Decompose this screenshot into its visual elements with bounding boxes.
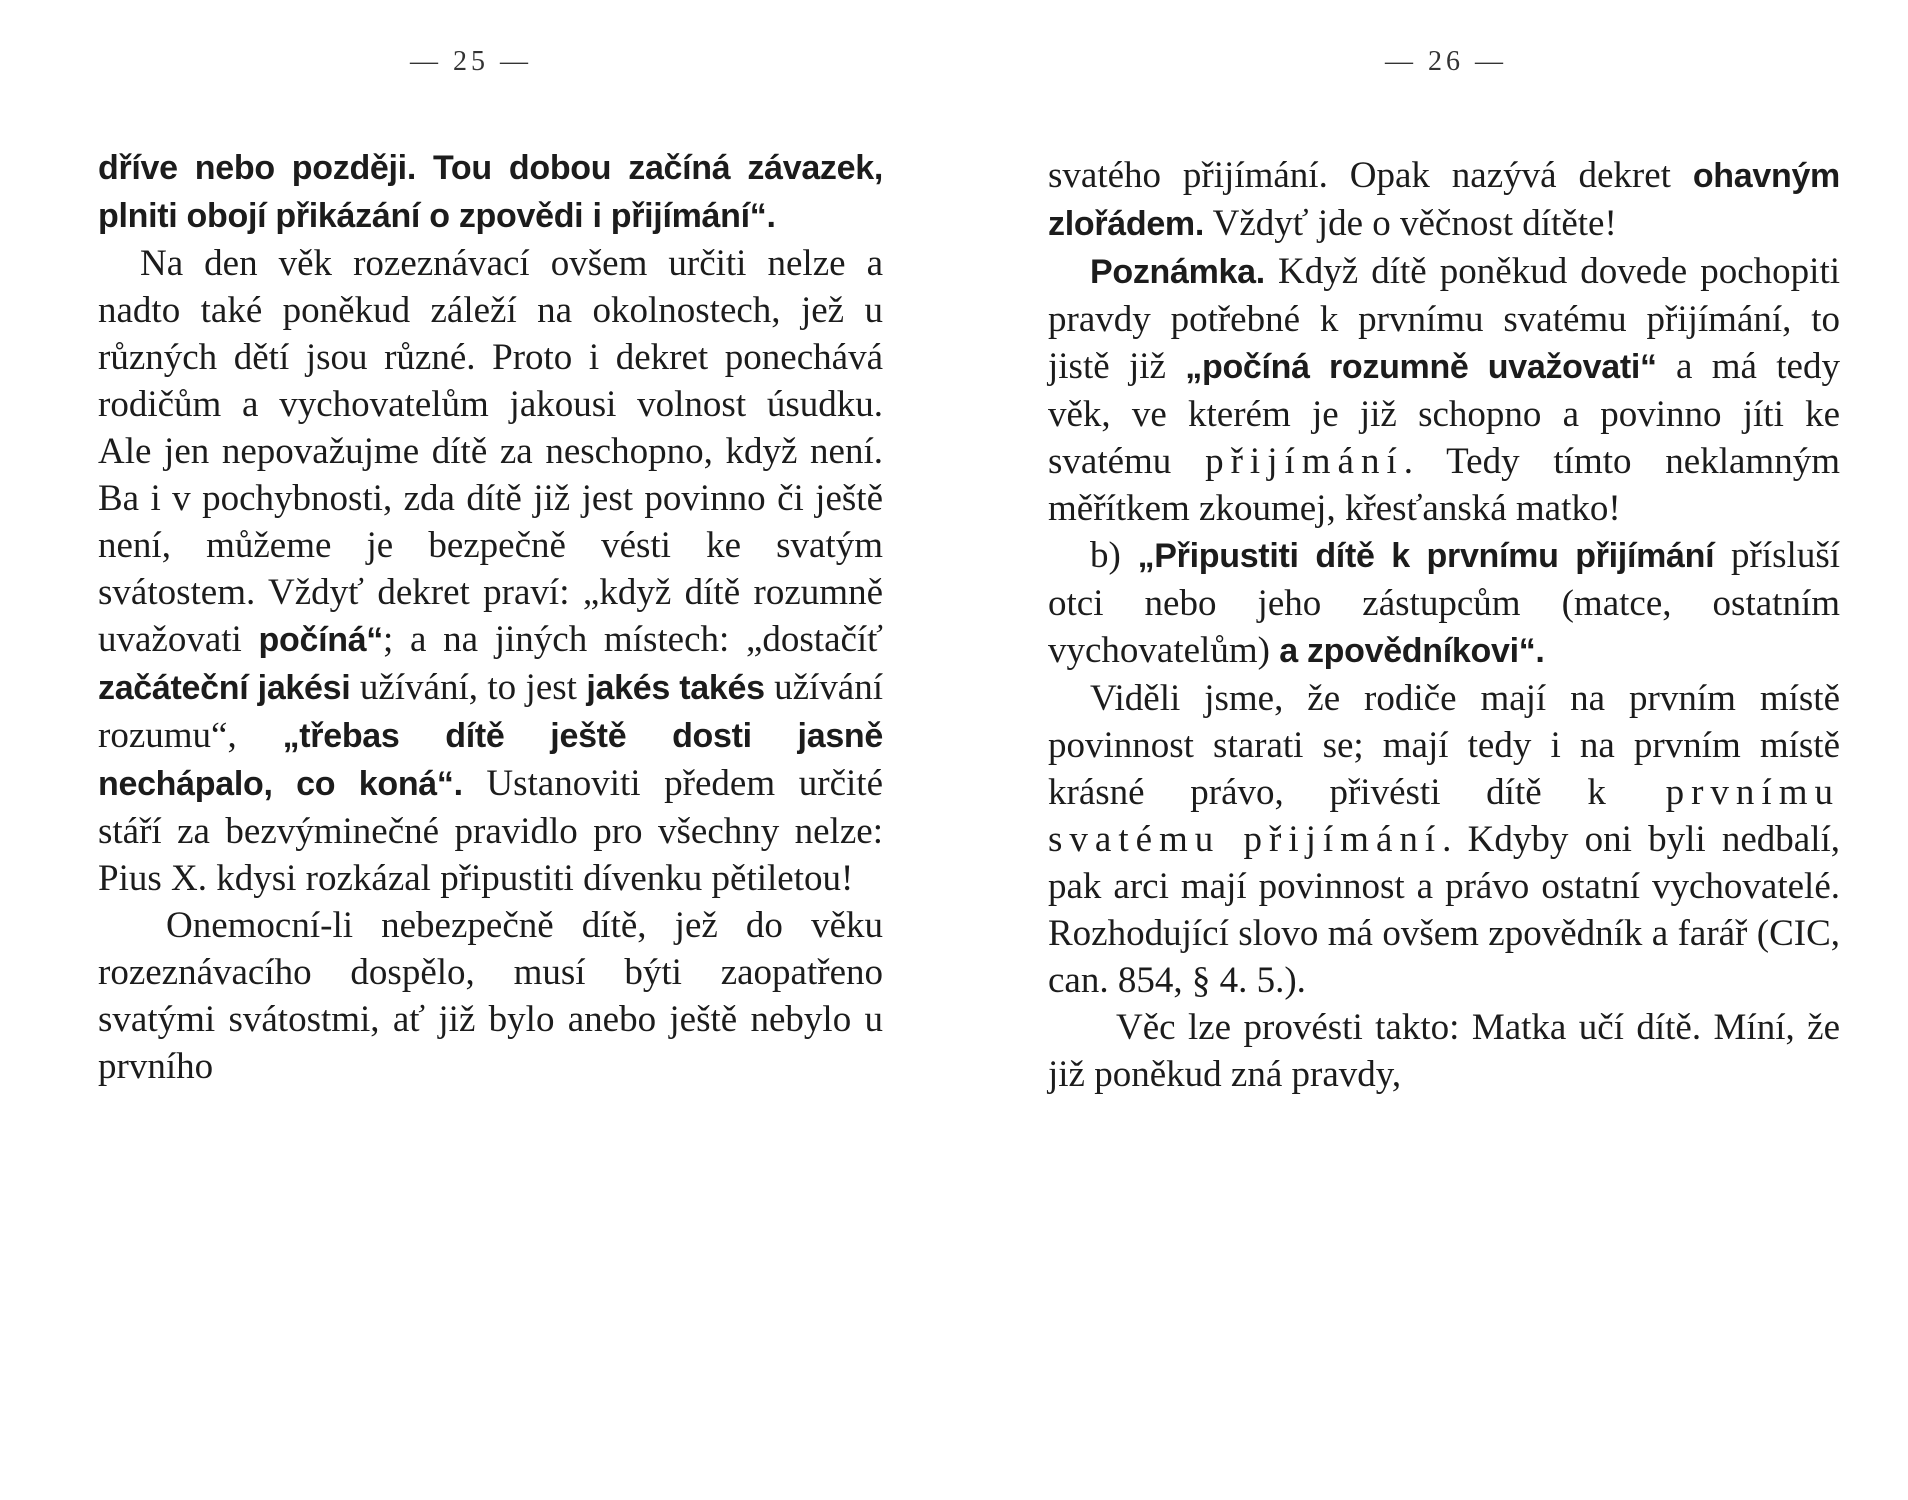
text-run: b) bbox=[1090, 535, 1138, 576]
bold-text-run: počíná“ bbox=[258, 621, 384, 659]
text-run: Na den věk rozeznávací ovšem určiti nelze a nadto také poněkud záleží na okolnostech, jež u různých dětí jsou různé. Proto i dekret ponechává rodičům a vychovatelům jakousi volnost úsudku. Ale jen nepovažujme dítě za neschopno, když není. Ba i v pochybnosti, zda dítě již jest povinno či ještě není, můžeme je bezpečně vésti ke svatým svátostem. Vždyť dekret praví: „když dítě rozumně uvažovati bbox=[98, 243, 883, 660]
right-page bbox=[960, 0, 1880, 1500]
paragraph bbox=[1048, 248, 1840, 532]
paragraph bbox=[1048, 1004, 1840, 1098]
text-run: . Tedy tímto neklamným měřítkem zkoumej, křesťanská matko! bbox=[1048, 441, 1840, 529]
text-run: užívání, to jest bbox=[350, 667, 587, 708]
paragraph bbox=[1048, 152, 1840, 248]
text-run: a má tedy věk, ve kterém je již schopno a povinno jíti ke svatému bbox=[1048, 346, 1840, 482]
text-run: užívání rozumu“, bbox=[98, 667, 883, 756]
paragraph bbox=[1048, 675, 1840, 1004]
left-page bbox=[0, 0, 920, 1500]
bold-text-run: dříve nebo později. Tou dobou začíná závazek, plniti obojí přikázání o zpovědi i přijímání“. bbox=[98, 149, 883, 235]
text-run: Vždyť jde o věčnost dítěte! bbox=[1204, 203, 1617, 244]
bold-text-run: a zpovědníkovi“. bbox=[1279, 632, 1545, 670]
left-page-text bbox=[98, 144, 883, 1090]
bold-text-run: začáteční jakési bbox=[98, 669, 351, 707]
text-run: Viděli jsme, že rodiče mají na prvním místě povinnost starati se; mají tedy i na prvním místě krásné právo, přivésti dítě bbox=[1048, 678, 1840, 813]
bold-text-run: jakés takés bbox=[586, 669, 765, 707]
paragraph bbox=[1048, 532, 1840, 675]
spaced-text-run: přijímání bbox=[1205, 441, 1404, 482]
text-run: . Kdyby oni byli nedbalí, pak arci mají povinnost a právo ostatní vychovatelé. Rozhodující slovo má ovšem zpovědník a farář (CIC, can. 854, § 4. 5.). bbox=[1048, 819, 1840, 1001]
text-run: Ustanoviti předem určité stáří za bezvýminečné pravidlo pro všechny nelze: Pius X. kdysi rozkázal připustiti dívenku pětiletou! bbox=[98, 763, 883, 899]
bold-text-run: Poznámka. bbox=[1090, 253, 1265, 291]
paragraph bbox=[98, 144, 883, 240]
bold-text-run: „třebas dítě ještě dosti jasně nechápalo, co koná“. bbox=[98, 717, 884, 803]
text-run: Když dítě poněkud dovede pochopiti pravdy potřebné k prvnímu svatému přijímání, to jistě již bbox=[1048, 251, 1840, 387]
text-run: Onemocní-li nebezpečně dítě, jež do věku rozeznávacího dospělo, musí býti zaopatřeno svatými svátostmi, ať již bylo anebo ještě nebylo u prvního bbox=[98, 905, 883, 1087]
page-number-right: — 26 — bbox=[1385, 46, 1507, 77]
text-run: přísluší otci nebo jeho zástupcům (matce, ostatním vychovatelům) bbox=[1048, 535, 1840, 671]
paragraph bbox=[98, 902, 883, 1090]
text-run: svatého přijímání. Opak nazývá dekret bbox=[1048, 155, 1693, 196]
text-run: Věc lze provésti takto: Matka učí dítě. Míní, že již poněkud zná pravdy, bbox=[1048, 1007, 1840, 1095]
paragraph bbox=[98, 240, 883, 902]
spaced-text-run: k prvnímu svatému přijímání bbox=[1048, 772, 1840, 860]
bold-text-run: ohavným zlořádem. bbox=[1048, 157, 1840, 243]
right-page-text bbox=[1048, 152, 1840, 1098]
bold-text-run: „Připustiti dítě k prvnímu přijímání bbox=[1137, 537, 1715, 575]
text-run: ; a na jiných místech: „dostačíť bbox=[383, 619, 883, 660]
page-number-left: — 25 — bbox=[410, 46, 532, 77]
bold-text-run: „počíná rozumně uvažovati“ bbox=[1185, 348, 1657, 386]
